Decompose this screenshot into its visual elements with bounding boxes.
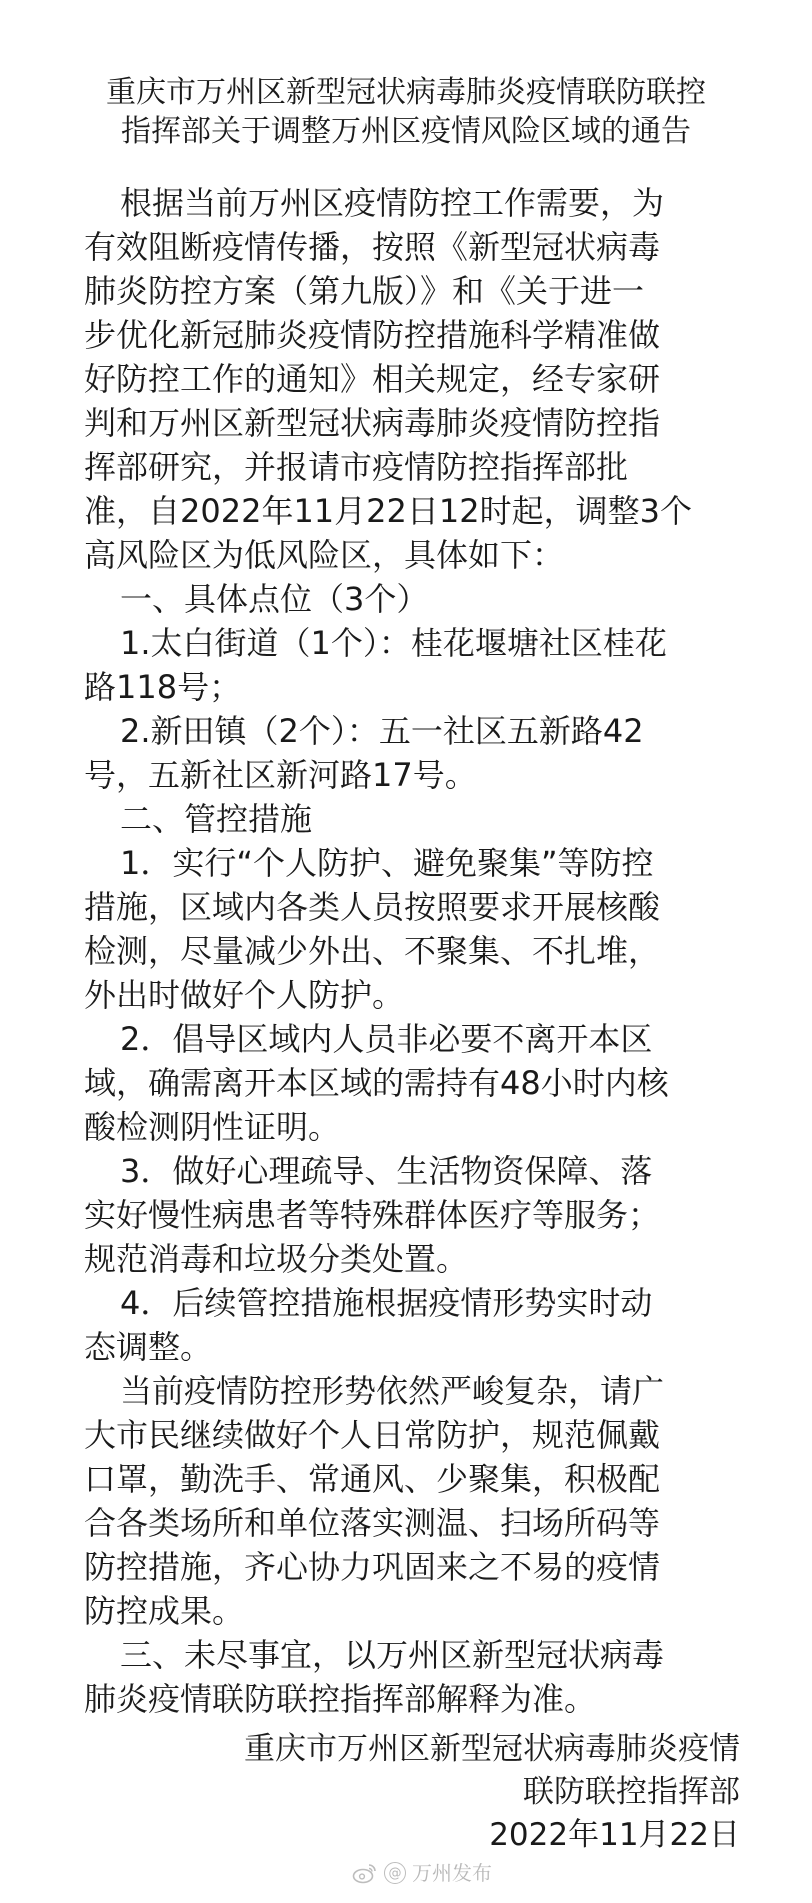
location-item-1-cont: 路118号；	[84, 668, 242, 706]
location-item-1: 1.太白街道（1个）：桂花堰塘社区桂花	[120, 624, 667, 662]
body-line: 准，自2022年11月22日12时起，调整3个	[84, 492, 692, 530]
body-line: 判和万州区新型冠状病毒肺炎疫情防控指	[84, 404, 661, 442]
notice-title-line-1: 重庆市万州区新型冠状病毒肺炎疫情联防联控	[106, 75, 706, 110]
measure-item-1-cont: 外出时做好个人防护。	[84, 976, 405, 1014]
body-line: 肺炎防控方案（第九版）》和《关于进一	[84, 272, 645, 310]
section-heading-remarks: 三、未尽事宜，以万州区新型冠状病毒	[120, 1636, 665, 1674]
body-line: 防控措施，齐心协力巩固来之不易的疫情	[84, 1548, 661, 1586]
signature-org-line-2: 联防联控指挥部	[523, 1774, 740, 1810]
signature-date: 2022年11月22日	[489, 1817, 740, 1853]
body-line: 当前疫情防控形势依然严峻复杂，请广	[120, 1372, 665, 1410]
measure-item-4-cont: 态调整。	[84, 1328, 213, 1366]
measure-item-2: 2．倡导区域内人员非必要不离开本区	[120, 1020, 653, 1058]
measure-item-3: 3．做好心理疏导、生活物资保障、落	[120, 1152, 653, 1190]
section-heading-measures: 二、管控措施	[120, 800, 313, 838]
body-line: 根据当前万州区疫情防控工作需要，为	[120, 184, 665, 222]
weibo-watermark	[352, 1860, 492, 1886]
body-line: 高风险区为低风险区，具体如下：	[84, 536, 565, 574]
notice-title-line-2: 指挥部关于调整万州区疫情风险区域的通告	[121, 114, 691, 149]
section-heading-locations: 一、具体点位（3个）	[120, 580, 429, 618]
body-line: 肺炎疫情联防联控指挥部解释为准。	[84, 1680, 597, 1718]
signature-org-line-1: 重庆市万州区新型冠状病毒肺炎疫情	[244, 1731, 740, 1767]
body-line: 步优化新冠肺炎疫情防控措施科学精准做	[84, 316, 661, 354]
measure-item-2-cont: 酸检测阴性证明。	[84, 1108, 341, 1146]
weibo-icon	[352, 1862, 378, 1884]
location-item-2-cont: 号，五新社区新河路17号。	[84, 756, 477, 794]
body-line: 有效阻断疫情传播，按照《新型冠状病毒	[84, 228, 661, 266]
body-line: 口罩，勤洗手、常通风、少聚集，积极配	[84, 1460, 661, 1498]
measure-item-3-cont: 实好慢性病患者等特殊群体医疗等服务；	[84, 1196, 661, 1234]
measure-item-3-cont: 规范消毒和垃圾分类处置。	[84, 1240, 469, 1278]
body-line: 合各类场所和单位落实测温、扫场所码等	[84, 1504, 661, 1542]
measure-item-4: 4．后续管控措施根据疫情形势实时动	[120, 1284, 653, 1322]
body-line: 防控成果。	[84, 1592, 245, 1630]
body-line: 挥部研究，并报请市疫情防控指挥部批	[84, 448, 629, 486]
watermark-text: 万州发布	[412, 1861, 492, 1885]
body-line: 好防控工作的通知》相关规定，经专家研	[84, 360, 661, 398]
body-line: 大市民继续做好个人日常防护，规范佩戴	[84, 1416, 661, 1454]
measure-item-2-cont: 域，确需离开本区域的需持有48小时内核	[84, 1064, 669, 1102]
measure-item-1-cont: 措施，区域内各类人员按照要求开展核酸	[84, 888, 661, 926]
at-icon: @	[384, 1862, 406, 1884]
measure-item-1: 1．实行“个人防护、避免聚集”等防控	[120, 844, 654, 882]
location-item-2: 2.新田镇（2个）：五一社区五新路42	[120, 712, 644, 750]
measure-item-1-cont: 检测，尽量减少外出、不聚集、不扎堆，	[84, 932, 661, 970]
